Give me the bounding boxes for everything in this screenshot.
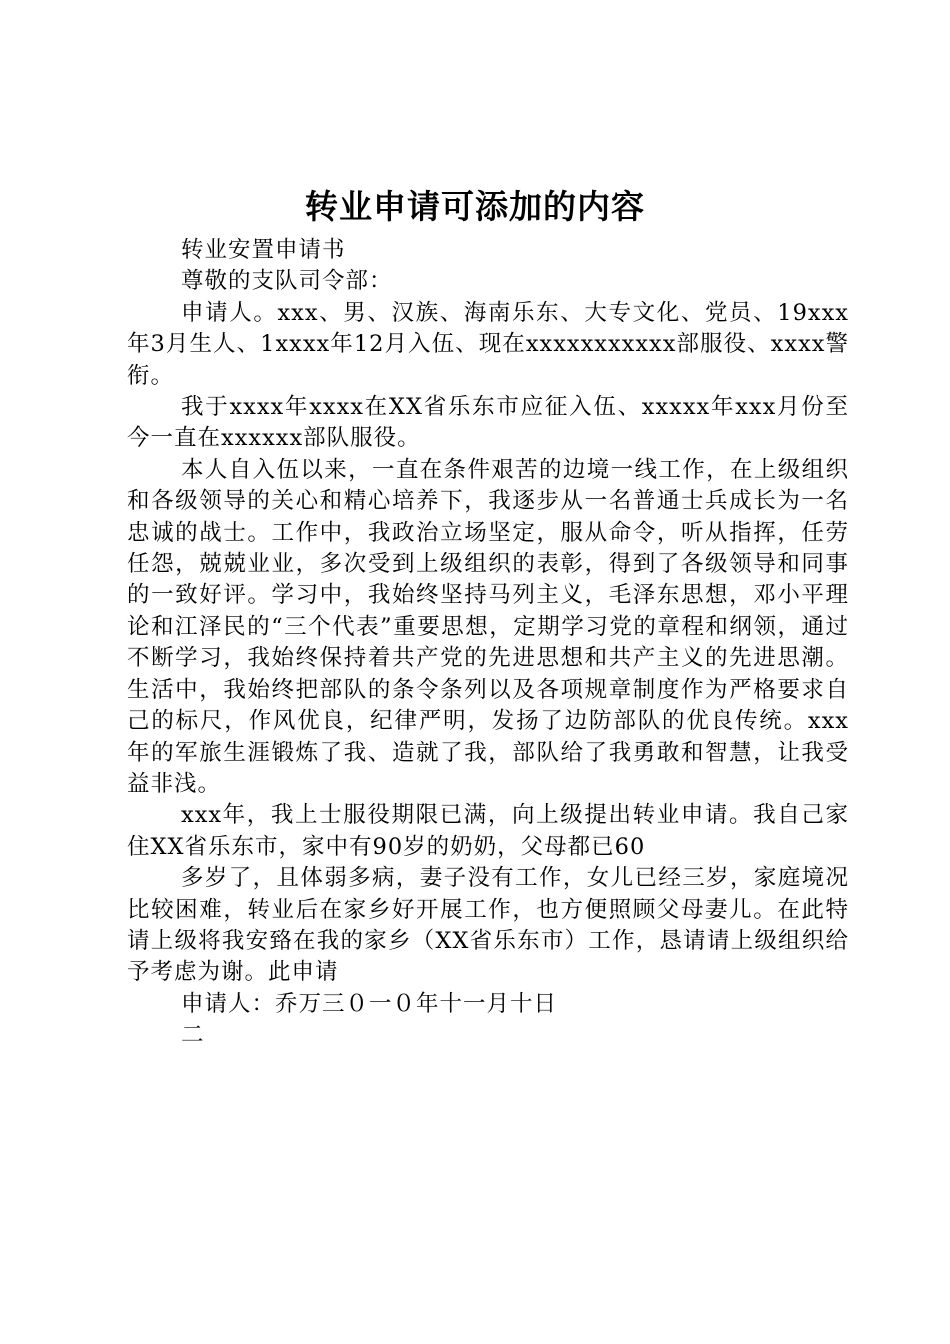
section-marker: 二 [181,1022,205,1049]
heading-line: 转业安置申请书 [181,237,346,263]
signature-line: 申请人：乔万三０一０年十一月十日 [181,990,558,1017]
paragraph-enlistment: 我于xxxx年xxxx在XX省乐东市应征入伍、xxxxx年xxx月份至今一直在xxxxxx部队服役。 [127,394,849,452]
document-title: 转业申请可添加的内容 [305,187,645,226]
paragraph-request-reason: xxx年，我上士服役期限已满，向上级提出转业申请。我自己家住XX省乐东市，家中有90岁的奶奶，父母都已60 [127,802,849,860]
salutation: 尊敬的支队司令部： [181,268,393,295]
paragraph-applicant-info: 申请人。xxx、男、汉族、海南乐东、大专文化、党员、19xxx年3月生人、1xxxx年12月入伍、现在xxxxxxxxxxx部服役、xxxx警衔。 [127,299,849,389]
paragraph-family-situation: 多岁了，且体弱多病，妻子没有工作，女儿已经三岁，家庭境况比较困难，转业后在家乡好开展工作，也方便照顾父母妻儿。在此特请上级将我安臵在我的家乡（XX省乐东市）工作，恳请请上级组织给予考虑为谢。此申请 [127,865,849,986]
document-body [127,235,849,1052]
paragraph-service-record: 本人自入伍以来，一直在条件艰苦的边境一线工作，在上级组织和各级领导的关心和精心培养下，我逐步从一名普通士兵成长为一名忠诚的战士。工作中，我政治立场坚定，服从命令，听从指挥，任劳任怨，兢兢业业，多次受到上级组织的表彰，得到了各级领导和同事的一致好评。学习中，我始终坚持马列主义，毛泽东思想，邓小平理论和江泽民的“三个代表”重要思想，定期学习党的章程和纲领，通过不断学习，我始终保持着共产党的先进思想和共产主义的先进思潮。生活中，我始终把部队的条令条列以及各项规章制度作为严格要求自己的标尺，作风优良，纪律严明，发扬了边防部队的优良传统。xxx年的军旅生涯锻炼了我、造就了我，部队给了我勇敢和智慧，让我受益非浅。 [127,456,849,797]
